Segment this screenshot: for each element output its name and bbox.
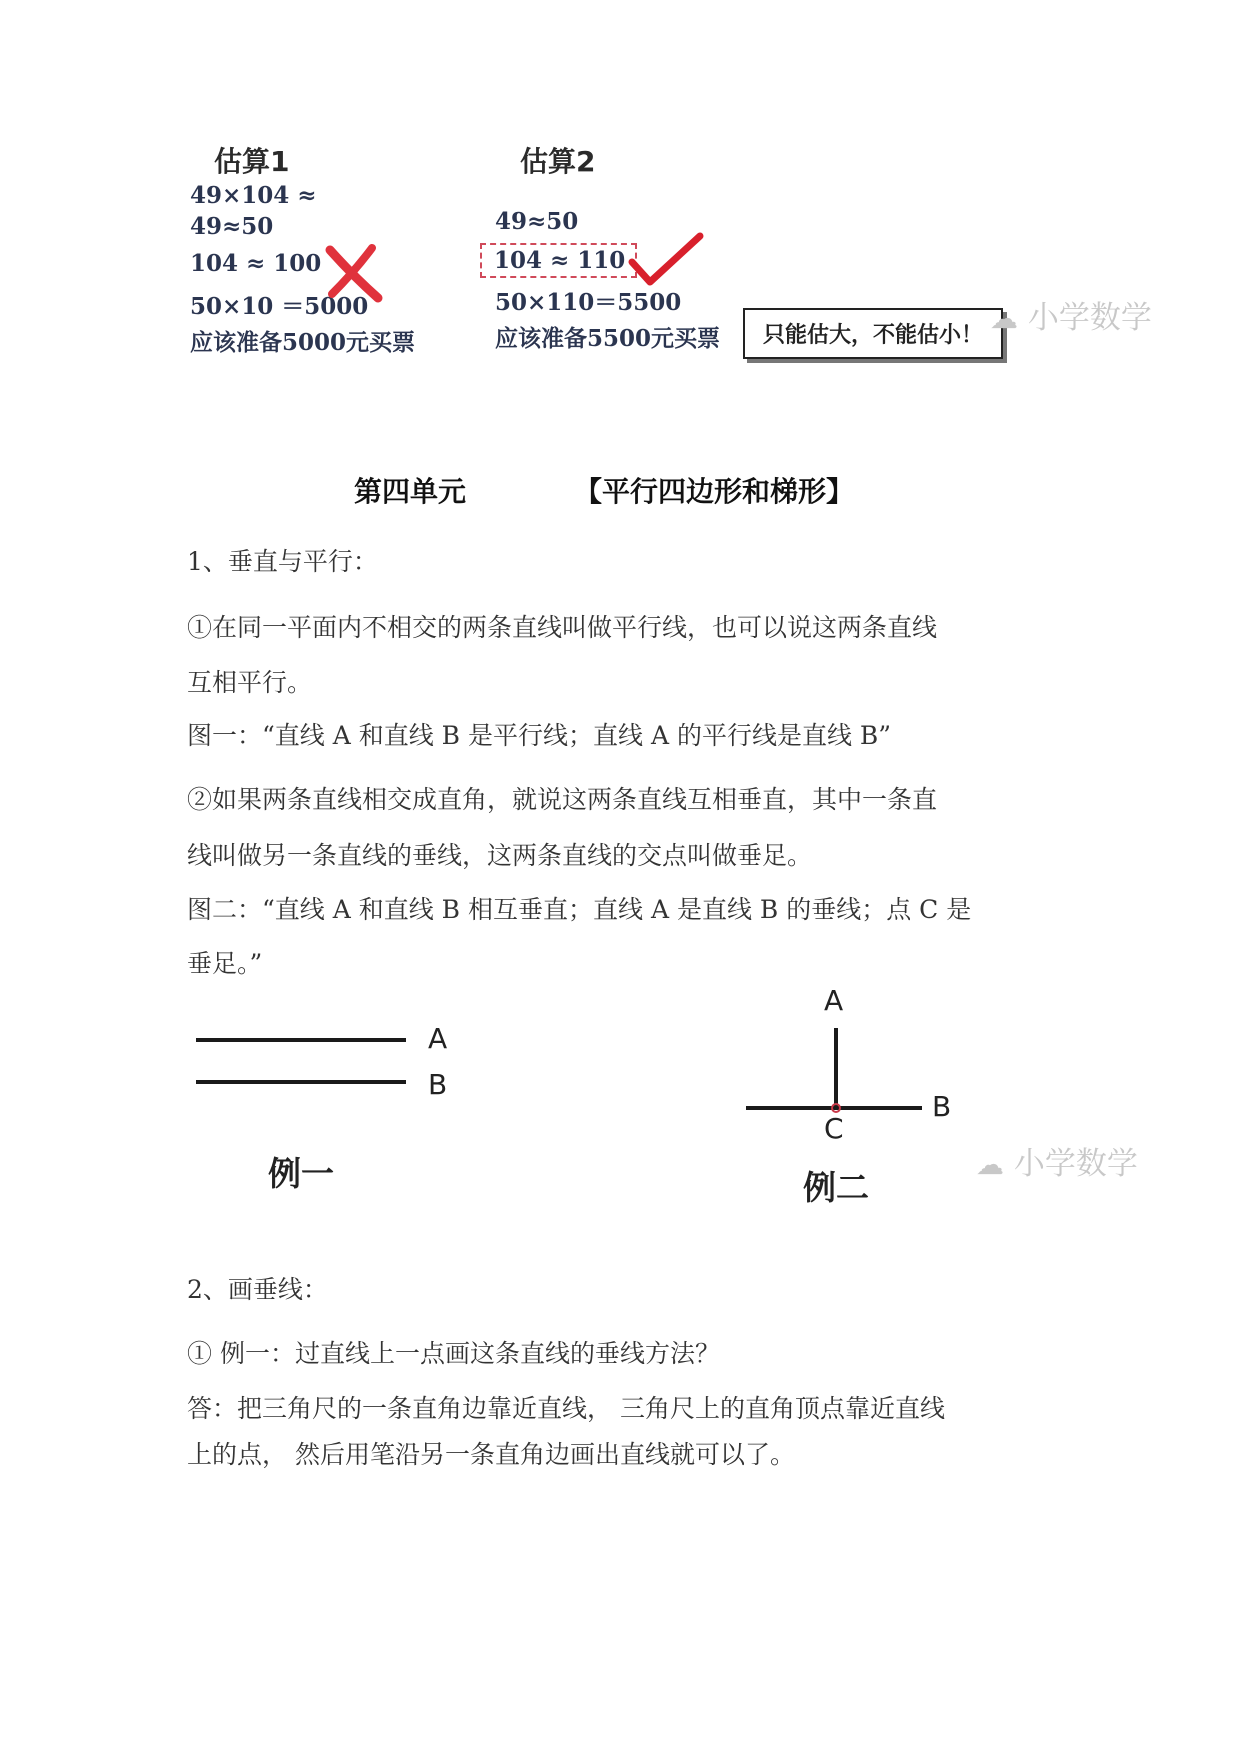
parallel-lines-diagram: [190, 1030, 420, 1090]
wechat-icon: ☁: [976, 1148, 1004, 1181]
figure-2-description-line1: 图二：“直线 A 和直线 B 相互垂直；直线 A 是直线 B 的垂线；点 C 是: [187, 895, 972, 924]
unit-subtitle: 【平行四边形和梯形】: [574, 475, 855, 508]
ex1-label-a: A: [428, 1022, 448, 1055]
figure-1-description: 图一：“直线 A 和直线 B 是平行线；直线 A 的平行线是直线 B”: [187, 721, 892, 750]
section-2-heading: 2、画垂线：: [187, 1275, 328, 1304]
ex2-caption: 例二: [803, 1168, 869, 1207]
watermark: [990, 292, 1152, 337]
perpendicular-lines-diagram: [740, 1020, 930, 1120]
estimate-1-line: 104 ≈ 100: [190, 250, 322, 277]
estimation-figure: [190, 140, 1220, 410]
question-1: ① 例一：过直线上一点画这条直线的垂线方法？: [187, 1339, 720, 1368]
paragraph-parallel-line2: 互相平行。: [187, 668, 313, 697]
estimate-2-title: 估算2: [520, 145, 596, 178]
ex1-label-b: B: [428, 1068, 448, 1101]
estimate-1-line: 49×104 ≈: [190, 182, 317, 209]
paragraph-parallel-line1: ①在同一平面内不相交的两条直线叫做平行线，也可以说这两条直线: [187, 613, 938, 642]
cross-mark-icon: [322, 242, 384, 304]
answer-1-line1: 答：把三角尺的一条直角边靠近直线， 三角尺上的直角顶点靠近直线: [187, 1394, 945, 1423]
watermark-text: 小学数学: [1013, 1146, 1138, 1182]
estimate-1-line: 应该准备5000元买票: [190, 329, 416, 356]
answer-1-line2: 上的点， 然后用笔沿另一条直角边画出直线就可以了。: [187, 1440, 795, 1469]
note-box: 只能估大，不能估小！: [743, 308, 1003, 359]
estimate-2-line: 49≈50: [495, 208, 579, 235]
ex2-label-c: C: [824, 1112, 844, 1145]
estimate-1-line: 49≈50: [190, 213, 274, 240]
estimate-1-title: 估算1: [214, 145, 290, 178]
section-1-heading: 1、垂直与平行：: [187, 547, 378, 576]
estimate-2-line: 50×110＝5500: [495, 289, 682, 316]
ex2-label-b: B: [932, 1090, 952, 1123]
figure-2-description-line2: 垂足。”: [187, 949, 263, 978]
watermark: [976, 1138, 1138, 1183]
paragraph-perpendicular-line1: ②如果两条直线相交成直角，就说这两条直线互相垂直，其中一条直: [187, 785, 938, 814]
check-mark-icon: [628, 232, 704, 288]
watermark-text: 小学数学: [1027, 300, 1152, 336]
ex1-caption: 例一: [268, 1154, 334, 1193]
ex2-label-a: A: [824, 984, 844, 1017]
paragraph-perpendicular-line2: 线叫做另一条直线的垂线，这两条直线的交点叫做垂足。: [187, 841, 813, 870]
estimate-2-line: 应该准备5500元买票: [495, 325, 721, 352]
estimate-2-highlighted-line: 104 ≈ 110: [480, 243, 637, 278]
unit-title: 第四单元: [354, 475, 467, 508]
wechat-icon: ☁: [990, 302, 1018, 335]
estimate-1-line: 50×10 ＝5000: [190, 293, 369, 320]
